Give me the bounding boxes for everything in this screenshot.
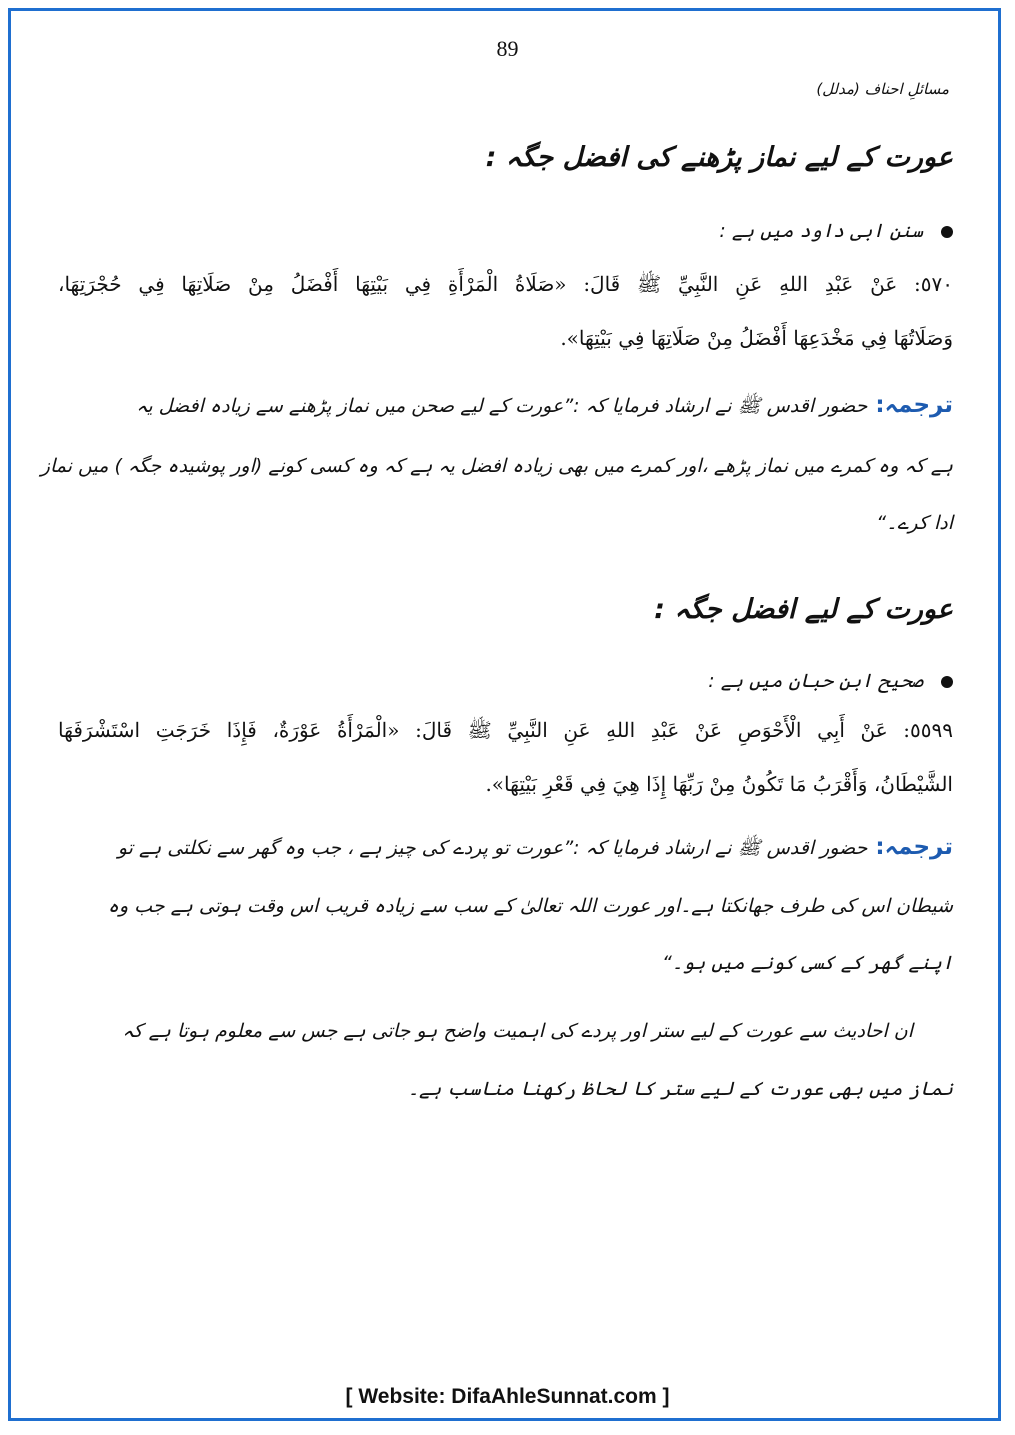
conclusion-line-1: ان احادیث سے عورت کے لیے ستر اور پردے کی اہمیت واضح ہو جاتی ہے جس سے معلوم ہوتا ہے کہ [122,1020,913,1042]
source-text: صحیح ابن حبان میں ہے : [708,670,923,692]
translation-1-line-1 [58,392,953,422]
arabic-hadith-2-line-1: ٥٥٩٩: عَنْ أَبِي الْأَحْوَصِ عَنْ عَبْدِ اللهِ عَنِ النَّبِيِّ ﷺ قَالَ: «الْمَرْأَةُ عَوْرَةٌ، فَإِذَا خَرَجَتِ اسْتَشْرَفَهَا [58,718,953,742]
arabic-hadith-1-line-1: ٥٧٠: عَنْ عَبْدِ اللهِ عَنِ النَّبِيِّ ﷺ قَالَ: «صَلَاةُ الْمَرْأَةِ فِي بَيْتِهَا أَفْضَلُ مِنْ صَلَاتِهَا فِي حُجْرَتِهَا، [58,272,953,296]
section-heading-2: عورت کے لیے افضل جگہ : [654,594,953,625]
website-footer: [ Website: DifaAhleSunnat.com ] [345,1385,670,1408]
translation-2-line-3: اپنے گھر کے کسی کونے میں ہو۔“ [661,952,953,974]
translation-1-line-3: ادا کرے۔“ [876,512,953,534]
book-title-header: مسائلِ احناف (مدلل) [816,80,949,98]
arabic-hadith-1-line-2: وَصَلَاتُهَا فِي مَخْدَعِهَا أَفْضَلُ مِنْ صَلَاتِهَا فِي بَيْتِهَا». [560,326,953,350]
bullet-dot-icon [941,676,953,688]
translation-text: حضور اقدس ﷺ نے ارشاد فرمایا کہ :”عورت کے لیے صحن میں نماز پڑھنے سے زیادہ افضل یہ [136,395,868,417]
translation-2-line-2: شیطان اس کی طرف جھانکتا ہے۔اور عورت اللہ تعالیٰ کے سب سے زیادہ قریب اس وقت ہوتی ہے جب وہ [107,895,953,917]
page-number: 89 [496,36,519,61]
arabic-hadith-2-line-2: الشَّيْطَانُ، وَأَقْرَبُ مَا تَكُونُ مِنْ رَبِّهَا إِذَا هِيَ فِي قَعْرِ بَيْتِهَا». [485,772,953,796]
bullet-dot-icon [941,226,953,238]
source-text: سنن ابی داود میں ہے : [719,220,923,242]
translation-label: ترجمہ: [875,392,953,418]
conclusion-line-2: نماز میں بھی عورت کے لیے ستر کا لحاظ رکھنا مناسب ہے۔ [407,1078,953,1100]
source-bullet-2 [708,670,953,692]
translation-2-line-1 [58,834,953,864]
source-bullet-1 [719,220,953,242]
translation-1-line-2: ہے کہ وہ کمرے میں نماز پڑھے ،اور کمرے میں بھی زیادہ افضل یہ ہے کہ وہ کسی کونے (اور پوشیدہ جگہ ) میں نماز [40,455,953,477]
translation-text: حضور اقدس ﷺ نے ارشاد فرمایا کہ :”عورت تو پردے کی چیز ہے ، جب وہ گھر سے نکلتی ہے تو [117,837,868,859]
section-heading-1: عورت کے لیے نماز پڑھنے کی افضل جگہ : [485,142,953,173]
translation-label: ترجمہ: [875,834,953,860]
